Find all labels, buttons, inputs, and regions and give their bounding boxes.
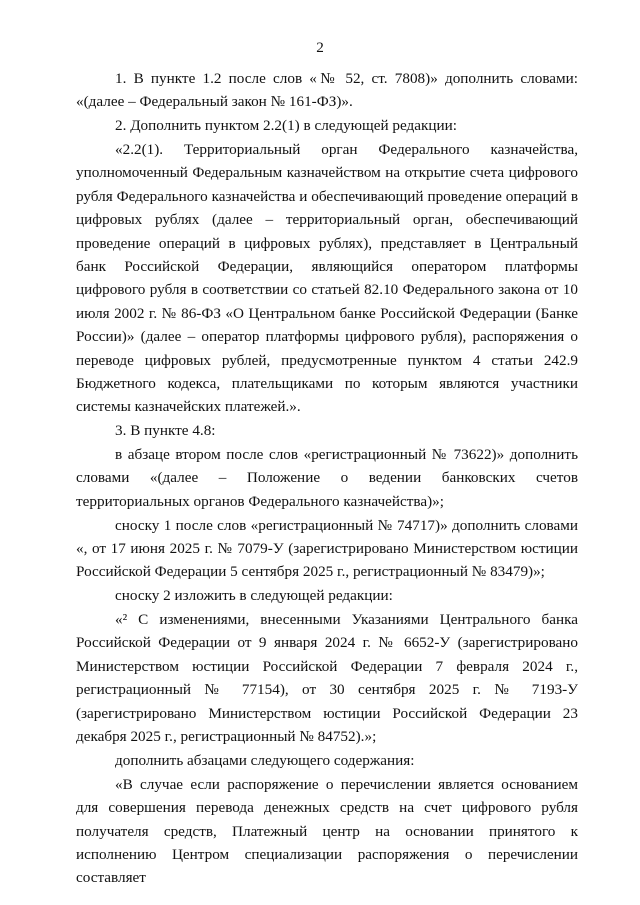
paragraph-item-1-2: 1. В пункте 1.2 после слов «№ 52, ст. 7808)» дополнить словами: «(далее – Федеральный закон № 161-ФЗ)».: [76, 70, 578, 111]
document-body: [76, 67, 578, 890]
paragraph-item-3: 3. В пункте 4.8:: [115, 422, 216, 440]
paragraph-add-abzacs: дополнить абзацами следующего содержания:: [115, 751, 415, 769]
paragraph-transfer-case: «В случае если распоряжение о перечислении является основанием для совершения перевода денежных средств на счет цифрового рубля получателя средств, Платежный центр на основании принятого к исполнению Центром специализации распоряжения о перечислении составляет: [76, 775, 578, 887]
paragraph-clause-2-2-1: «2.2(1). Территориальный орган Федерального казначейства, уполномоченный Федеральным казначейством на открытие счета цифрового рубля Федерального казначейства и обеспечивающий проведение операций в цифровых рублях (далее – территориальный орган, обеспечивающий проведение операций в цифровых рублях), представляет в Центральный банк Российской Федерации, являющийся оператором платформы цифрового рубля в соответствии со статьей 82.10 Федерального закона от 10 июля 2002 г. № 86-ФЗ «О Центральном банке Российской Федерации (Банке России)» (далее – оператор платформы цифрового рубля), распоряжения о переводе цифровых рублей, предусмотренные пунктом 4 статьи 242.9 Бюджетного кодекса, плательщиками по которым являются участники системы казначейских платежей.».: [76, 141, 578, 416]
paragraph-footnote-2-text: «² С изменениями, внесенными Указаниями Центрального банка Российской Федерации от 9 января 2024 г. № 6652-У (зарегистрировано Министерством юстиции Российской Федерации 7 февраля 2024 г., регистрационный № 77154), от 30 сентября 2025 г. № 7193-У (зарегистрировано Министерством юстиции Российской Федерации 23 декабря 2025 г., регистрационный № 84752).»;: [76, 611, 578, 746]
paragraph-abzac-2: в абзаце втором после слов «регистрационный № 73622)» дополнить словами «(далее – Положение о ведении банковских счетов территориальных органов Федерального казначейства)»;: [76, 446, 578, 510]
paragraph-item-2: 2. Дополнить пунктом 2.2(1) в следующей редакции:: [115, 117, 457, 135]
page-number: 2: [316, 39, 324, 56]
paragraph-footnote-2-intro: сноску 2 изложить в следующей редакции:: [115, 587, 393, 605]
paragraph-footnote-1: сноску 1 после слов «регистрационный № 74717)» дополнить словами «, от 17 июня 2025 г. № 7079-У (зарегистрировано Министерством юстиции Российской Федерации 5 сентября 2025 г., регистрационный № 83479)»;: [76, 516, 578, 581]
